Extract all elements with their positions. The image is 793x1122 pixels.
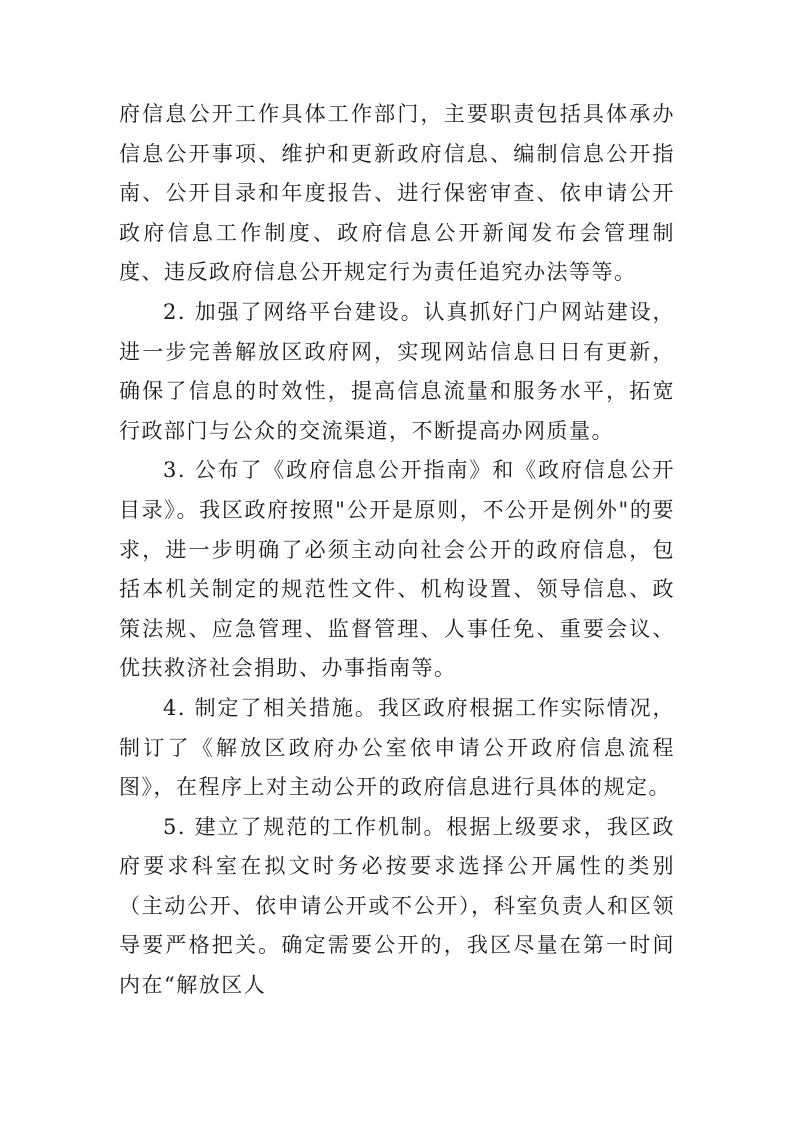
document-body [119,95,675,1006]
paragraph-network-platform: 2. 加强了网络平台建设。认真抓好门户网站建设，进一步完善解放区政府网，实现网站信息日日有更新，确保了信息的时效性，提高信息流量和服务水平，拓宽行政部门与公众的交流渠道，不断提高办网质量。 [119,299,675,443]
paragraph-continued: 府信息公开工作具体工作部门，主要职责包括具体承办信息公开事项、维护和更新政府信息、编制信息公开指南、公开目录和年度报告、进行保密审查、依申请公开政府信息工作制度、政府信息公开新闻发布会管理制度、违反政府信息公开规定行为责任追究办法等等。 [119,102,675,285]
paragraph-guide-directory: 3. 公布了《政府信息公开指南》和《政府信息公开目录》。我区政府按照"公开是原则，不公开是例外"的要求，进一步明确了必须主动向社会公开的政府信息，包括本机关制定的规范性文件、机构设置、领导信息、政策法规、应急管理、监督管理、人事任免、重要会议、优扶救济社会捐助、办事指南等。 [119,458,675,681]
paragraph-work-mechanism: 5. 建立了规范的工作机制。根据上级要求，我区政府要求科室在拟文时务必按要求选择公开属性的类别（主动公开、依申请公开或不公开），科室负责人和区领导要严格把关。确定需要公开的，我区尽量在第一时间内在“解放区人 [119,814,675,998]
paragraph-measures: 4. 制定了相关措施。我区政府根据工作实际情况，制订了《解放区政府办公室依申请公开政府信息流程图》，在程序上对主动公开的政府信息进行具体的规定。 [119,695,675,800]
